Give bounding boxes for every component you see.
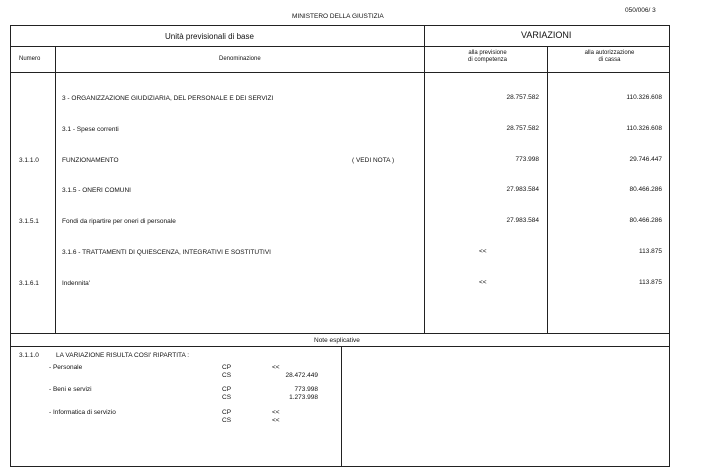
notes-numero: 3.1.1.0 <box>19 352 39 359</box>
row-cassa: 110.326.608 <box>626 94 662 101</box>
column-header-numero: Numero <box>19 56 41 62</box>
header-variazioni: VARIAZIONI <box>521 30 572 40</box>
notes-item-label: - Beni e servizi <box>49 386 92 393</box>
row-denominazione: 3.1 - Spese correnti <box>62 126 119 133</box>
row-cassa: 80.466.286 <box>629 186 662 193</box>
row-competenza: 27.983.584 <box>506 186 539 193</box>
notes-cp-value: << <box>272 409 280 416</box>
column-header-denominazione: Denominazione <box>219 56 261 62</box>
row-numero: 3.1.1.0 <box>19 157 39 164</box>
notes-cs-code: CS <box>222 417 232 424</box>
notes-item-label: - Personale <box>49 364 83 371</box>
row-competenza: 773.998 <box>515 156 539 163</box>
notes-intro: LA VARIAZIONE RISULTA COSI' RIPARTITA : <box>56 352 190 359</box>
row-numero: 3.1.5.1 <box>19 218 39 225</box>
row-numero: 3.1.6.1 <box>19 280 39 287</box>
notes-cs-code: CS <box>222 372 232 379</box>
notes-item-label: - Informatica di servizio <box>49 409 116 416</box>
ministry-title: MINISTERO DELLA GIUSTIZIA <box>292 13 384 20</box>
row-denominazione: Indennita' <box>62 280 90 287</box>
row-cassa: 110.326.608 <box>626 125 662 132</box>
notes-cs-value: << <box>272 417 280 424</box>
row-denominazione: Fondi da ripartire per oneri di personale <box>62 218 176 225</box>
row-nota: ( VEDI NOTA ) <box>352 157 395 164</box>
row-denominazione: FUNZIONAMENTO <box>62 157 119 164</box>
row-denominazione: 3.1.6 - TRATTAMENTI DI QUIESCENZA, INTEGRATIVI E SOSTITUTIVI <box>62 249 271 256</box>
document-number: 050/006/ 3 <box>625 7 656 14</box>
header-unita-previsionali: Unità previsionali di base <box>165 32 254 41</box>
column-header-competenza <box>440 50 535 64</box>
column-header-cassa <box>562 50 657 64</box>
row-denominazione: 3 - ORGANIZZAZIONE GIUDIZIARIA, DEL PERSONALE E DEI SERVIZI <box>62 95 274 102</box>
cassa-line-1: alla autorizzazione <box>584 50 635 56</box>
notes-cp-code: CP <box>222 386 232 393</box>
row-cassa: 113.875 <box>638 248 662 255</box>
notes-cs-value: 28.472.449 <box>285 372 318 379</box>
row-competenza: << <box>479 279 487 286</box>
row-competenza: 28.757.582 <box>506 125 539 132</box>
row-competenza: << <box>479 248 487 255</box>
notes-title: Note esplicative <box>314 337 360 344</box>
notes-cp-value: 773.998 <box>294 386 318 393</box>
cassa-line-2: di cassa <box>598 57 621 63</box>
notes-cp-code: CP <box>222 409 232 416</box>
competenza-line-2: di competenza <box>467 57 508 63</box>
notes-cs-code: CS <box>222 394 232 401</box>
row-denominazione: 3.1.5 - ONERI COMUNI <box>62 187 131 194</box>
competenza-line-1: alla previsione <box>468 50 507 56</box>
row-cassa: 113.875 <box>638 279 662 286</box>
row-competenza: 27.983.584 <box>506 217 539 224</box>
notes-cp-code: CP <box>222 364 232 371</box>
row-cassa: 80.466.286 <box>629 217 662 224</box>
notes-cp-value: << <box>272 364 280 371</box>
row-cassa: 29.746.447 <box>629 156 662 163</box>
notes-cs-value: 1.273.998 <box>289 394 318 401</box>
row-competenza: 28.757.582 <box>506 94 539 101</box>
